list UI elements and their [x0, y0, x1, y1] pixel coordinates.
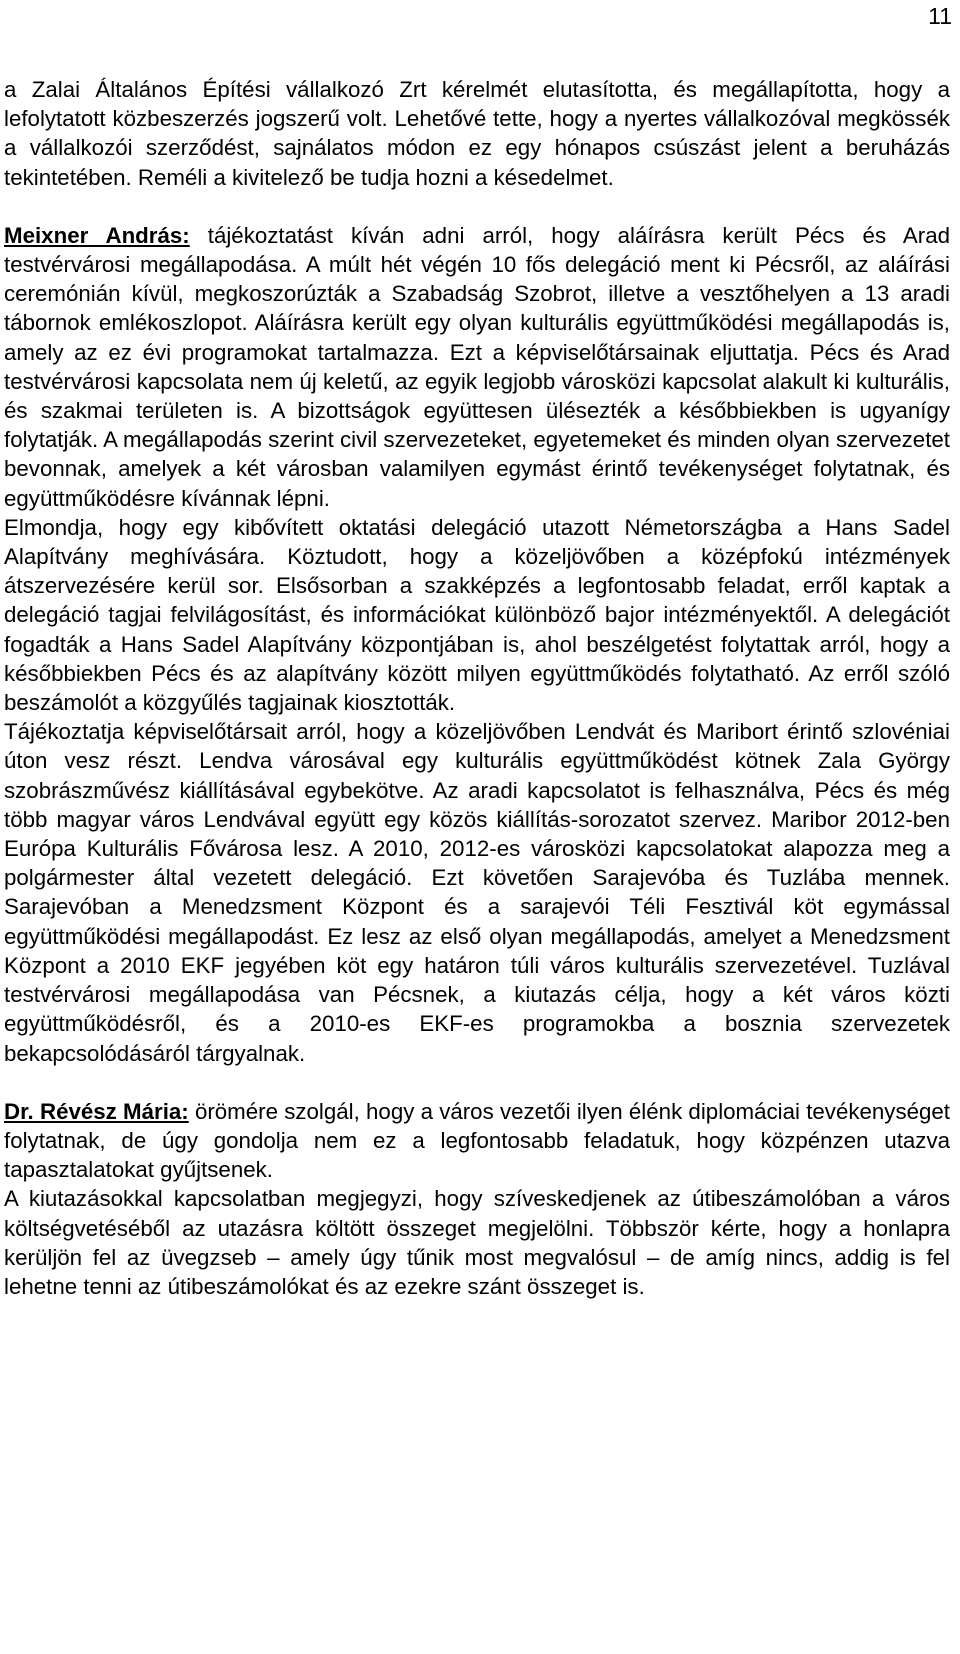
paragraph-1-text: a Zalai Általános Építési vállalkozó Zrt kérelmét elutasította, és megállapította, hogy a lefolytatott közbeszerzés jogszerű volt. Lehetővé tette, hogy a nyertes vállalkozóval megkössék a vállalkozói szerződést, sajnálatos módon ez egy hónapos csúszást jelent a beruházás tekintetében. Reméli a kivitelező be tudja hozni a késedelmet. — [4, 77, 950, 190]
paragraph-4-text: Tájékoztatja képviselőtársait arról, hogy a közeljövőben Lendvát és Maribort érintő szlovéniai úton vesz részt. Lendva városával egy kulturális együttműködést kötnek Zala György szobrászművész kiállításával egybekötve. Az aradi kapcsolatot is felhasználva, Pécs és még több magyar város Lendvával együtt egy közös kiállítás-sorozatot szervez. Maribor 2012-ben Európa Kulturális Fővárosa lesz. A 2010, 2012-es városközi kapcsolatokat alapozza meg a polgármester által vezetett delegáció. Ezt követően Sarajevóba és Tuzlába mennek. Sarajevóban a Menedzsment Központ és a sarajevói Téli Fesztivál köt egymással együttműködési megállapodást. Ez lesz az első olyan megállapodás, amelyet a Menedzsment Központ a 2010 EKF jegyében köt egy határon túli város kulturális szervezetével. Tuzlával testvérvárosi megállapodása van Pécsnek, a kiutazás célja, hogy a két város közti együttműködésről, és a 2010-es EKF-es programokba a bosznia szervezetek bekapcsolódásáról tárgyalnak. — [4, 719, 950, 1066]
paragraph-1 — [4, 75, 950, 192]
paragraph-3 — [4, 513, 950, 717]
paragraph-2 — [4, 221, 950, 513]
paragraph-2-text: tájékoztatást kíván adni arról, hogy aláírásra került Pécs és Arad testvérvárosi megállapodása. A múlt hét végén 10 fős delegáció ment ki Pécsről, az aláírási ceremónián kívül, megkoszorúzták a Szabadság Szobrot, illetve a vesztőhelyen a 13 aradi tábornok emlékoszlopot. Aláírásra került egy olyan kulturális együttműködési megállapodás is, amely az ez évi programokat tartalmazza. Ezt a képviselőtársainak eljuttatja. Pécs és Arad testvérvárosi kapcsolata nem új keletű, az egyik legjobb városközi kapcsolat alakult ki kulturális, és szakmai területen is. A bizottságok együttesen ülésezték a későbbiekben is ugyanígy folytatják. A megállapodás szerint civil szervezeteket, egyetemeket és minden olyan szervezetet bevonnak, amelyek a két városban valamilyen egymást érintő tevékenységet folytatnak, és együttműködésre kívánnak lépni. — [4, 222, 950, 511]
speaker-name: Dr. Révész Mária: — [4, 1098, 189, 1124]
paragraph-5 — [4, 1097, 950, 1185]
paragraph-6-text: A kiutazásokkal kapcsolatban megjegyzi, hogy szíveskedjenek az útibeszámolóban a város költségvetéséből az utazásra költött összeget megjelölni. Többször kérte, hogy a honlapra kerüljön fel az üvegzseb – amely úgy tűnik most megvalósul – de amíg nincs, addig is fel lehetne tenni az útibeszámolókat és az ezekre szánt összeget is. — [4, 1186, 950, 1299]
speaker-name: Meixner András: — [4, 222, 190, 248]
paragraph-5-text: örömére szolgál, hogy a város vezetői ilyen élénk diplomáciai tevékenységet folytatnak, de úgy gondolja nem ez a legfontosabb feladatuk, hogy közpénzen utazva tapasztalatokat gyűjtsenek. — [4, 1098, 950, 1183]
paragraph-6 — [4, 1184, 950, 1301]
paragraph-3-text: Elmondja, hogy egy kibővített oktatási delegáció utazott Németországba a Hans Sadel Alapítvány meghívására. Köztudott, hogy a közeljövőben a középfokú intézmények átszervezésére kerül sor. Elsősorban a szakképzés a legfontosabb feladat, erről kaptak a delegáció tagjai felvilágosítást, és információkat különböző bajor intézményektől. A delegációt fogadták a Hans Sadel Alapítvány központjában is, ahol beszélgetést folytattak arról, hogy a későbbiekben Pécs és az alapítvány között milyen együttműködés folytatható. Az erről szóló beszámolót a közgyűlés tagjainak kiosztották. — [4, 514, 950, 716]
paragraph-4 — [4, 717, 950, 1067]
document-body — [4, 75, 950, 1301]
page-number: 11 — [928, 3, 952, 29]
